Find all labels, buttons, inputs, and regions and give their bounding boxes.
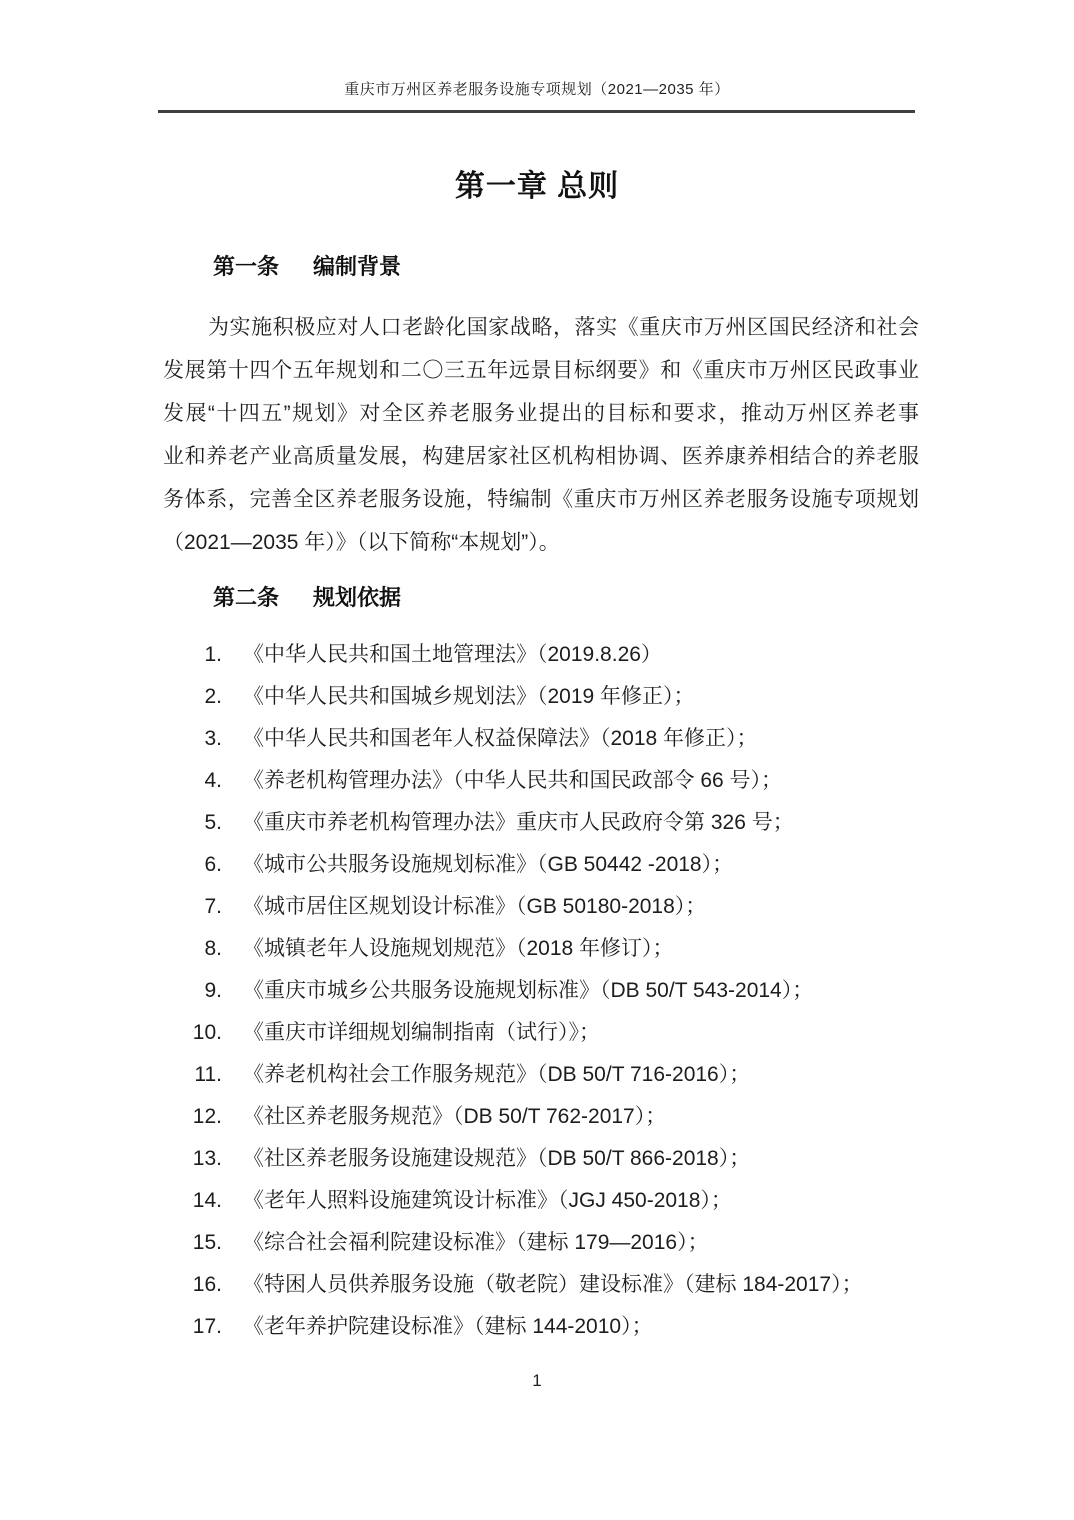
reference-text: 《老年养护院建设标准》（建标 144-2010）； (243, 1315, 653, 1338)
reference-number: 17. (192, 1315, 222, 1338)
reference-number: 13. (192, 1147, 222, 1170)
reference-number: 7. (204, 895, 222, 918)
section-heading-2 (213, 583, 401, 613)
running-header: 重庆市万州区养老服务设施专项规划（2021—2035 年） (344, 81, 730, 98)
reference-text: 《中华人民共和国城乡规划法》（2019 年修正）； (243, 685, 695, 708)
reference-text: 《城市公共服务设施规划标准》（GB 50442 -2018）； (243, 853, 734, 876)
reference-text: 《养老机构管理办法》（中华人民共和国民政部令 66 号）； (243, 769, 783, 792)
reference-number: 4. (204, 769, 222, 792)
reference-list (163, 634, 953, 1348)
header-rule (158, 110, 915, 113)
reference-number: 5. (204, 811, 222, 834)
reference-text: 《社区养老服务规范》（DB 50/T 762-2017）； (243, 1105, 667, 1128)
reference-item (163, 802, 953, 844)
reference-number: 9. (204, 979, 222, 1002)
reference-text: 《城市居住区规划设计标准》（GB 50180-2018）； (243, 895, 707, 918)
reference-item (163, 1096, 953, 1138)
reference-text: 《重庆市详细规划编制指南（试行）》； (243, 1021, 600, 1044)
reference-item (163, 970, 953, 1012)
reference-number: 12. (192, 1105, 222, 1128)
reference-text: 《特困人员供养服务设施（敬老院）建设标准》（建标 184-2017）； (243, 1273, 863, 1296)
reference-item (163, 1012, 953, 1054)
reference-item (163, 718, 953, 760)
section-number: 第一条 (213, 254, 280, 279)
paragraph-line: 发展“十四五”规划》对全区养老服务业提出的目标和要求，推动万州区养老事 (163, 402, 919, 425)
paragraph-line: 业和养老产业高质量发展，构建居家社区机构相协调、医养康养相结合的养老服 (163, 445, 919, 468)
reference-text: 《城镇老年人设施规划规范》（2018 年修订）； (243, 937, 674, 960)
reference-number: 11. (194, 1063, 222, 1086)
section-title: 规划依据 (313, 585, 402, 610)
reference-item (163, 1138, 953, 1180)
reference-text: 《养老机构社会工作服务规范》（DB 50/T 716-2016）； (243, 1063, 751, 1086)
reference-number: 8. (204, 937, 222, 960)
reference-item (163, 1222, 953, 1264)
chapter-title: 第一章 总则 (454, 170, 620, 203)
paragraph-line: 为实施积极应对人口老龄化国家战略，落实《重庆市万州区国民经济和社会 (208, 316, 919, 339)
reference-text: 《中华人民共和国土地管理法》（2019.8.26） (243, 643, 662, 666)
reference-number: 16. (192, 1273, 222, 1296)
reference-number: 1. (204, 643, 222, 666)
reference-number: 15. (192, 1231, 222, 1254)
reference-item (163, 1054, 953, 1096)
page-number: 1 (532, 1371, 542, 1390)
reference-number: 14. (192, 1189, 222, 1212)
reference-text: 《重庆市城乡公共服务设施规划标准》（DB 50/T 543-2014）； (243, 979, 814, 1002)
reference-text: 《重庆市养老机构管理办法》重庆市人民政府令第 326 号； (243, 811, 794, 834)
reference-text: 《综合社会福利院建设标准》（建标 179—2016）； (243, 1231, 709, 1254)
paragraph-line: （2021—2035 年）》（以下简称“本规划”）。 (163, 531, 560, 554)
reference-item (163, 1180, 953, 1222)
reference-item (163, 1264, 953, 1306)
reference-item (163, 886, 953, 928)
reference-item (163, 676, 953, 718)
section-number: 第二条 (213, 585, 280, 610)
reference-text: 《中华人民共和国老年人权益保障法》（2018 年修正）； (243, 727, 758, 750)
reference-text: 《老年人照料设施建筑设计标准》（JGJ 450-2018）； (243, 1189, 732, 1212)
section-title: 编制背景 (313, 254, 402, 279)
paragraph-line: 发展第十四个五年规划和二〇三五年远景目标纲要》和《重庆市万州区民政事业 (163, 359, 919, 382)
reference-item (163, 928, 953, 970)
reference-number: 6. (204, 853, 222, 876)
background-paragraph (163, 306, 919, 564)
reference-number: 2. (204, 685, 222, 708)
reference-number: 10. (192, 1021, 222, 1044)
reference-number: 3. (204, 727, 222, 750)
reference-item (163, 760, 953, 802)
paragraph-line: 务体系，完善全区养老服务设施，特编制《重庆市万州区养老服务设施专项规划 (163, 488, 919, 511)
reference-item (163, 1306, 953, 1348)
reference-text: 《社区养老服务设施建设规范》（DB 50/T 866-2018）； (243, 1147, 751, 1170)
reference-item (163, 634, 953, 676)
reference-item (163, 844, 953, 886)
section-heading-1 (213, 252, 401, 282)
